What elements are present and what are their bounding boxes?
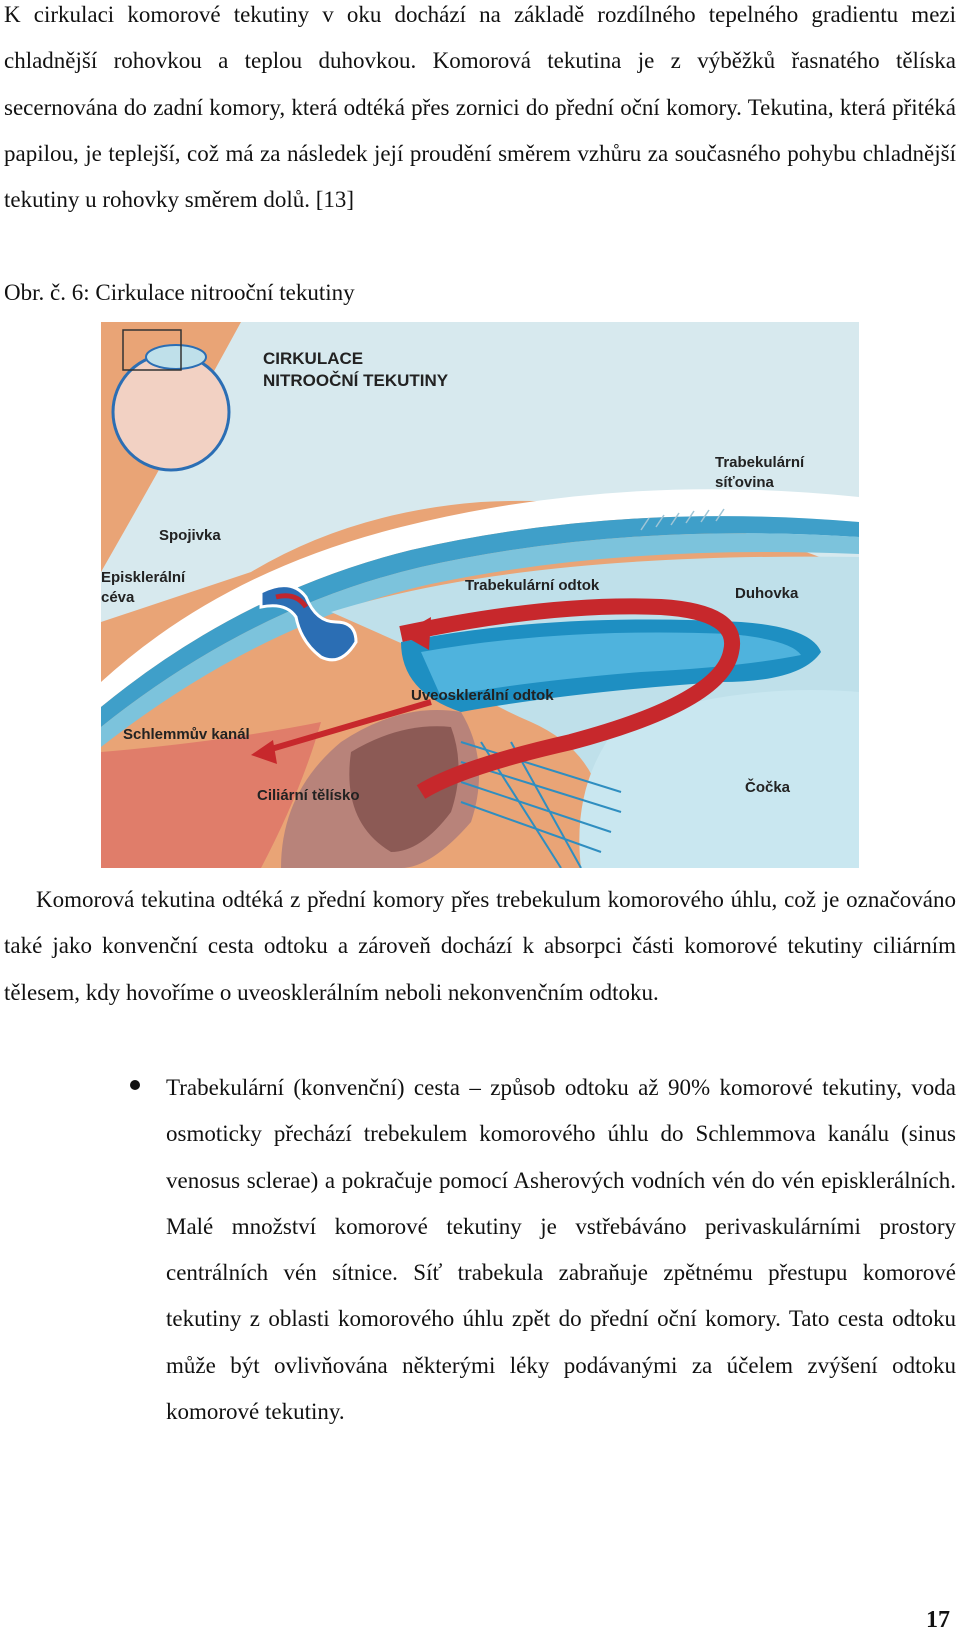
label-uveoscleral-outflow: Uveosklerální odtok: [411, 687, 554, 704]
label-lens: Čočka: [745, 779, 791, 796]
intro-paragraph: K cirkulaci komorové tekutiny v oku dochází na základě rozdílného tepelného gradientu mezi chladnější rohovkou a teplou duhovkou. Komorová tekutina je z výběžků řasnatého tělíska secernována do zadní komory, která odtéká přes zornici do přední oční komory. Tekutina, která přitéká papilou, je teplejší, což má za následek její proudění směrem vzhůru za současného pohybu chladnější tekutiny u rohovky směrem dolů. [13]: [4, 2, 956, 213]
figure-caption: Obr. č. 6: Cirkulace nitrooční tekutiny: [4, 280, 355, 305]
bullet-point-icon: [130, 1080, 140, 1090]
label-schlemm-canal: Schlemmův kanál: [123, 726, 250, 743]
outflow-paragraph: Komorová tekutina odtéká z přední komory přes trebekulum komorového úhlu, což je označováno také jako konvenční cesta odtoku a zároveň dochází k absorpci části komorové tekutiny ciliárním tělesem, kdy hovoříme o uveosklerálním neboli nekonvenčním odtoku.: [4, 887, 956, 1005]
bullet-text-trabecular: Trabekulární (konvenční) cesta – způsob odtoku až 90% komorové tekutiny, voda osmoticky přechází trebekulem komorového úhlu do Schlemmova kanálu (sinus venosus sclerae) a pokračuje pomocí Asherových vodních vén do vén episklerálních. Malé množství komorové tekutiny je vstřebáváno perivaskulárními prostory centrálních vén sítnice. Síť trabekula zabraňuje zpětnému přestupu komorové tekutiny z oblasti komorového úhlu zpět do přední oční komory. Tato cesta odtoku může být ovlivňována některými léky podávanými za účelem zvýšení odtoku komorové tekutiny.: [166, 1075, 956, 1425]
label-conjunctiva: Spojivka: [159, 527, 221, 544]
label-ciliary-body: Ciliární tělísko: [257, 787, 360, 804]
label-trabecular-outflow: Trabekulární odtok: [465, 577, 600, 594]
bullet-list-item: [166, 1065, 956, 1435]
label-episcleral-1: Episklerální: [101, 569, 186, 586]
page-number: 17: [926, 1607, 950, 1633]
figure-title-line2: NITROOČNÍ TEKUTINY: [263, 371, 449, 390]
label-episcleral-2: céva: [101, 589, 135, 606]
eye-circulation-illustration: [101, 322, 859, 868]
eye-circulation-figure: [101, 322, 859, 868]
label-iris: Duhovka: [735, 585, 799, 602]
label-trabecular-mesh-2: síťovina: [715, 474, 774, 491]
figure-title-line1: CIRKULACE: [263, 349, 364, 368]
label-trabecular-mesh-1: Trabekulární: [715, 454, 805, 471]
